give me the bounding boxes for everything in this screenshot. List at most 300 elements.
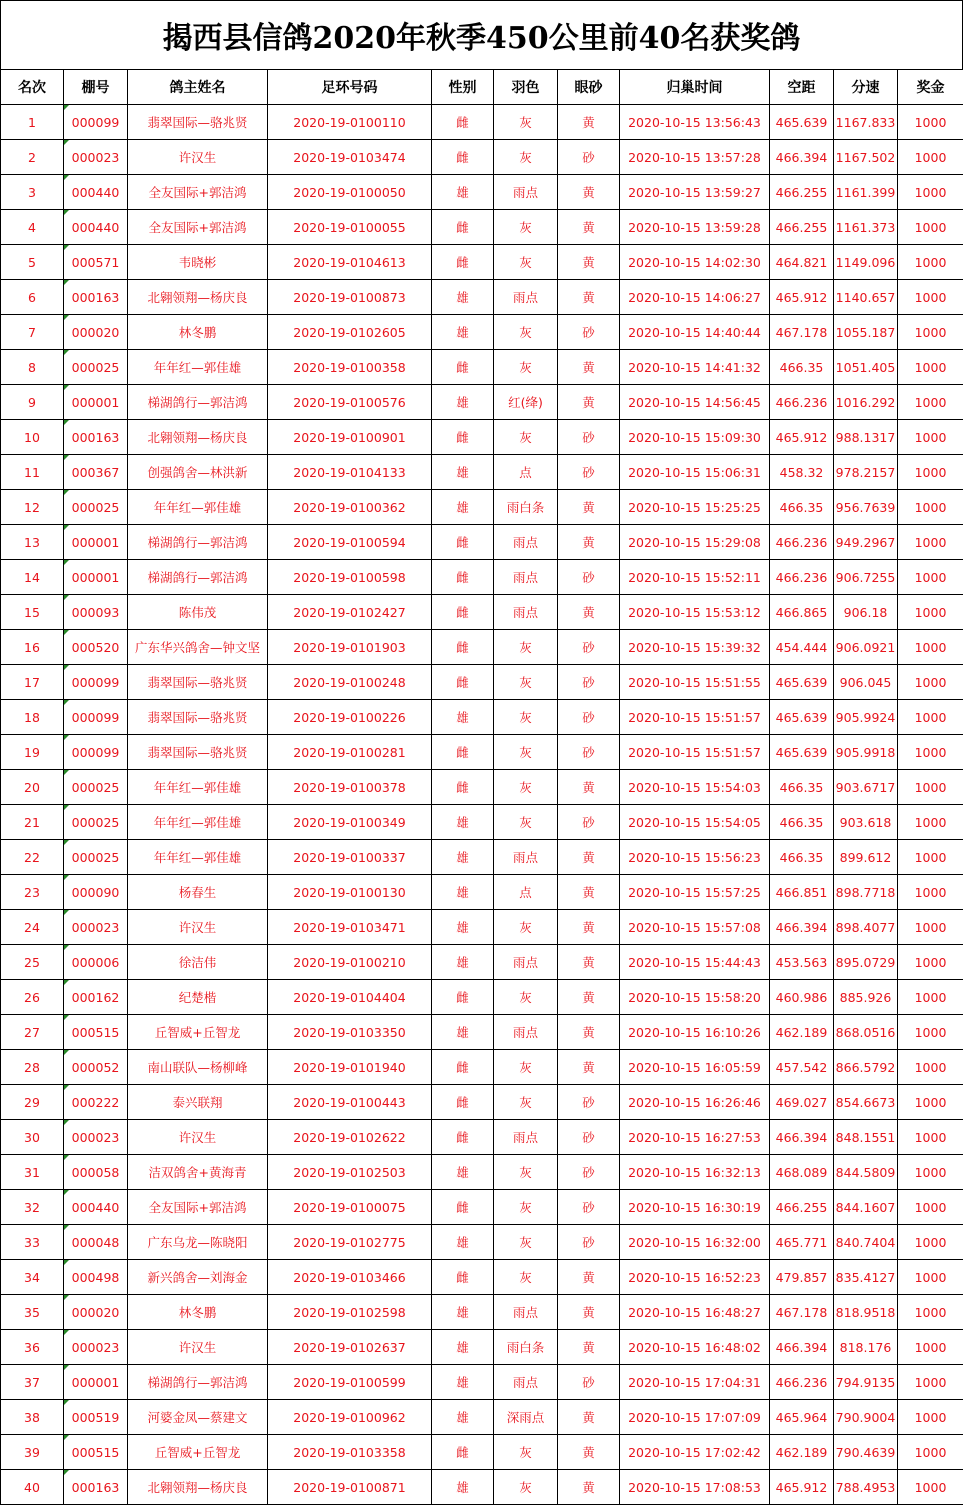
arrival-cell: 2020-10-15 14:41:32: [620, 350, 770, 385]
eye-cell: 砂: [558, 665, 620, 700]
distance-cell: 464.821: [770, 245, 834, 280]
ring-cell: 2020-19-0100226: [268, 700, 432, 735]
sex-cell: 雌: [432, 630, 494, 665]
color-cell: 雨点: [494, 840, 558, 875]
owner-cell: 纪楚楷: [128, 980, 268, 1015]
owner-cell: 许汉生: [128, 910, 268, 945]
loft-cell: 000520: [64, 630, 128, 665]
ring-cell: 2020-19-0100378: [268, 770, 432, 805]
loft-cell: 000163: [64, 1470, 128, 1505]
arrival-cell: 2020-10-15 15:25:25: [620, 490, 770, 525]
arrival-cell: 2020-10-15 16:32:13: [620, 1155, 770, 1190]
distance-cell: 453.563: [770, 945, 834, 980]
color-cell: 灰: [494, 910, 558, 945]
distance-cell: 465.639: [770, 735, 834, 770]
arrival-cell: 2020-10-15 15:52:11: [620, 560, 770, 595]
distance-cell: 465.639: [770, 665, 834, 700]
loft-cell: 000052: [64, 1050, 128, 1085]
sex-cell: 雌: [432, 560, 494, 595]
rank-cell: 10: [1, 420, 64, 455]
prize-cell: 1000: [898, 1190, 963, 1225]
arrival-cell: 2020-10-15 15:56:23: [620, 840, 770, 875]
table-row: [1, 630, 963, 665]
loft-cell: 000023: [64, 140, 128, 175]
col-header-color: 羽色: [494, 70, 558, 105]
loft-cell: 000515: [64, 1015, 128, 1050]
loft-cell: 000163: [64, 420, 128, 455]
distance-cell: 469.027: [770, 1085, 834, 1120]
speed-cell: 956.7639: [834, 490, 898, 525]
rank-cell: 26: [1, 980, 64, 1015]
loft-cell: 000025: [64, 840, 128, 875]
owner-cell: 梯湖鸽行—郭洁鸿: [128, 1365, 268, 1400]
arrival-cell: 2020-10-15 17:02:42: [620, 1435, 770, 1470]
loft-cell: 000571: [64, 245, 128, 280]
speed-cell: 905.9924: [834, 700, 898, 735]
distance-cell: 466.35: [770, 770, 834, 805]
rank-cell: 38: [1, 1400, 64, 1435]
arrival-cell: 2020-10-15 16:27:53: [620, 1120, 770, 1155]
sex-cell: 雌: [432, 1120, 494, 1155]
prize-cell: 1000: [898, 1050, 963, 1085]
arrival-cell: 2020-10-15 16:48:27: [620, 1295, 770, 1330]
color-cell: 红(绛): [494, 385, 558, 420]
color-cell: 灰: [494, 420, 558, 455]
color-cell: 雨白条: [494, 1330, 558, 1365]
owner-cell: 杨春生: [128, 875, 268, 910]
distance-cell: 466.35: [770, 805, 834, 840]
eye-cell: 黄: [558, 350, 620, 385]
header-row: [1, 70, 963, 105]
eye-cell: 黄: [558, 1015, 620, 1050]
prize-cell: 1000: [898, 1470, 963, 1505]
loft-cell: 000020: [64, 1295, 128, 1330]
table-row: [1, 1260, 963, 1295]
distance-cell: 465.912: [770, 420, 834, 455]
sex-cell: 雄: [432, 1365, 494, 1400]
color-cell: 灰: [494, 700, 558, 735]
rank-cell: 27: [1, 1015, 64, 1050]
table-row: [1, 1295, 963, 1330]
table-row: [1, 1365, 963, 1400]
loft-cell: 000025: [64, 490, 128, 525]
loft-cell: 000006: [64, 945, 128, 980]
sex-cell: 雌: [432, 420, 494, 455]
arrival-cell: 2020-10-15 16:05:59: [620, 1050, 770, 1085]
sex-cell: 雌: [432, 1190, 494, 1225]
distance-cell: 465.912: [770, 280, 834, 315]
distance-cell: 468.089: [770, 1155, 834, 1190]
table-row: [1, 735, 963, 770]
rank-cell: 33: [1, 1225, 64, 1260]
sex-cell: 雄: [432, 490, 494, 525]
table-row: [1, 280, 963, 315]
loft-cell: 000222: [64, 1085, 128, 1120]
color-cell: 灰: [494, 210, 558, 245]
speed-cell: 906.7255: [834, 560, 898, 595]
ring-cell: 2020-19-0100248: [268, 665, 432, 700]
prize-cell: 1000: [898, 770, 963, 805]
loft-cell: 000023: [64, 1330, 128, 1365]
rank-cell: 4: [1, 210, 64, 245]
table-row: [1, 980, 963, 1015]
loft-cell: 000025: [64, 805, 128, 840]
col-header-rank: 名次: [1, 70, 64, 105]
color-cell: 雨点: [494, 1120, 558, 1155]
eye-cell: 砂: [558, 1155, 620, 1190]
speed-cell: 1167.502: [834, 140, 898, 175]
color-cell: 灰: [494, 665, 558, 700]
speed-cell: 788.4953: [834, 1470, 898, 1505]
distance-cell: 466.394: [770, 1330, 834, 1365]
loft-cell: 000519: [64, 1400, 128, 1435]
arrival-cell: 2020-10-15 15:53:12: [620, 595, 770, 630]
speed-cell: 794.9135: [834, 1365, 898, 1400]
eye-cell: 黄: [558, 210, 620, 245]
owner-cell: 新兴鸽舍—刘海金: [128, 1260, 268, 1295]
table-row: [1, 1120, 963, 1155]
owner-cell: 许汉生: [128, 1120, 268, 1155]
eye-cell: 黄: [558, 910, 620, 945]
arrival-cell: 2020-10-15 16:30:19: [620, 1190, 770, 1225]
ring-cell: 2020-19-0103474: [268, 140, 432, 175]
color-cell: 灰: [494, 1470, 558, 1505]
eye-cell: 黄: [558, 1400, 620, 1435]
loft-cell: 000020: [64, 315, 128, 350]
table-row: [1, 175, 963, 210]
table-row: [1, 210, 963, 245]
ring-cell: 2020-19-0102637: [268, 1330, 432, 1365]
eye-cell: 黄: [558, 595, 620, 630]
arrival-cell: 2020-10-15 15:39:32: [620, 630, 770, 665]
rank-cell: 18: [1, 700, 64, 735]
prize-cell: 1000: [898, 1085, 963, 1120]
arrival-cell: 2020-10-15 15:57:08: [620, 910, 770, 945]
loft-cell: 000440: [64, 1190, 128, 1225]
color-cell: 灰: [494, 980, 558, 1015]
rank-cell: 12: [1, 490, 64, 525]
owner-cell: 年年红—郭佳雄: [128, 350, 268, 385]
eye-cell: 黄: [558, 1470, 620, 1505]
arrival-cell: 2020-10-15 15:51:57: [620, 735, 770, 770]
prize-cell: 1000: [898, 1330, 963, 1365]
arrival-cell: 2020-10-15 16:52:23: [620, 1260, 770, 1295]
speed-cell: 1016.292: [834, 385, 898, 420]
speed-cell: 1055.187: [834, 315, 898, 350]
distance-cell: 466.255: [770, 210, 834, 245]
ring-cell: 2020-19-0104613: [268, 245, 432, 280]
color-cell: 雨点: [494, 175, 558, 210]
arrival-cell: 2020-10-15 13:56:43: [620, 105, 770, 140]
distance-cell: 466.35: [770, 490, 834, 525]
color-cell: 雨点: [494, 1365, 558, 1400]
rank-cell: 40: [1, 1470, 64, 1505]
rank-cell: 29: [1, 1085, 64, 1120]
distance-cell: 458.32: [770, 455, 834, 490]
owner-cell: 广东华兴鸽舍—钟文坚: [128, 630, 268, 665]
prize-cell: 1000: [898, 280, 963, 315]
prize-cell: 1000: [898, 840, 963, 875]
ring-cell: 2020-19-0104133: [268, 455, 432, 490]
prize-cell: 1000: [898, 1225, 963, 1260]
loft-cell: 000440: [64, 175, 128, 210]
col-header-sex: 性别: [432, 70, 494, 105]
owner-cell: 全友国际+郭洁鸿: [128, 175, 268, 210]
table-row: [1, 1190, 963, 1225]
sex-cell: 雌: [432, 770, 494, 805]
color-cell: 雨点: [494, 280, 558, 315]
arrival-cell: 2020-10-15 15:44:43: [620, 945, 770, 980]
loft-cell: 000515: [64, 1435, 128, 1470]
arrival-cell: 2020-10-15 16:32:00: [620, 1225, 770, 1260]
rank-cell: 35: [1, 1295, 64, 1330]
rank-cell: 34: [1, 1260, 64, 1295]
table-row: [1, 420, 963, 455]
ring-cell: 2020-19-0100598: [268, 560, 432, 595]
loft-cell: 000099: [64, 735, 128, 770]
speed-cell: 895.0729: [834, 945, 898, 980]
ring-cell: 2020-19-0101940: [268, 1050, 432, 1085]
table-row: [1, 490, 963, 525]
ring-cell: 2020-19-0100594: [268, 525, 432, 560]
color-cell: 灰: [494, 1435, 558, 1470]
eye-cell: 黄: [558, 175, 620, 210]
loft-cell: 000025: [64, 350, 128, 385]
prize-cell: 1000: [898, 735, 963, 770]
rank-cell: 3: [1, 175, 64, 210]
owner-cell: 翡翠国际—骆兆贤: [128, 665, 268, 700]
distance-cell: 462.189: [770, 1435, 834, 1470]
sex-cell: 雄: [432, 910, 494, 945]
arrival-cell: 2020-10-15 15:06:31: [620, 455, 770, 490]
prize-cell: 1000: [898, 1295, 963, 1330]
owner-cell: 北翱领翔—杨庆良: [128, 1470, 268, 1505]
speed-cell: 898.7718: [834, 875, 898, 910]
prize-cell: 1000: [898, 665, 963, 700]
page-title: 揭西县信鸽2020年秋季450公里前40名获奖鸽: [0, 0, 963, 70]
eye-cell: 黄: [558, 945, 620, 980]
loft-cell: 000001: [64, 1365, 128, 1400]
speed-cell: 906.045: [834, 665, 898, 700]
eye-cell: 砂: [558, 420, 620, 455]
arrival-cell: 2020-10-15 15:09:30: [620, 420, 770, 455]
owner-cell: 林冬鹏: [128, 1295, 268, 1330]
color-cell: 雨点: [494, 525, 558, 560]
rank-cell: 24: [1, 910, 64, 945]
speed-cell: 949.2967: [834, 525, 898, 560]
table-row: [1, 1435, 963, 1470]
rank-cell: 13: [1, 525, 64, 560]
sex-cell: 雄: [432, 385, 494, 420]
sex-cell: 雄: [432, 1470, 494, 1505]
eye-cell: 砂: [558, 1365, 620, 1400]
arrival-cell: 2020-10-15 16:10:26: [620, 1015, 770, 1050]
speed-cell: 978.2157: [834, 455, 898, 490]
table-row: [1, 770, 963, 805]
speed-cell: 988.1317: [834, 420, 898, 455]
col-header-loft: 棚号: [64, 70, 128, 105]
table-row: [1, 105, 963, 140]
prize-cell: 1000: [898, 1365, 963, 1400]
table-row: [1, 315, 963, 350]
eye-cell: 砂: [558, 560, 620, 595]
distance-cell: 465.912: [770, 1470, 834, 1505]
arrival-cell: 2020-10-15 15:54:03: [620, 770, 770, 805]
distance-cell: 466.35: [770, 350, 834, 385]
ring-cell: 2020-19-0103471: [268, 910, 432, 945]
speed-cell: 790.9004: [834, 1400, 898, 1435]
table-row: [1, 1155, 963, 1190]
color-cell: 灰: [494, 105, 558, 140]
ring-cell: 2020-19-0102622: [268, 1120, 432, 1155]
arrival-cell: 2020-10-15 14:40:44: [620, 315, 770, 350]
owner-cell: 翡翠国际—骆兆贤: [128, 105, 268, 140]
loft-cell: 000093: [64, 595, 128, 630]
loft-cell: 000001: [64, 525, 128, 560]
col-header-ring: 足环号码: [268, 70, 432, 105]
distance-cell: 479.857: [770, 1260, 834, 1295]
owner-cell: 北翱领翔—杨庆良: [128, 420, 268, 455]
rank-cell: 9: [1, 385, 64, 420]
speed-cell: 906.18: [834, 595, 898, 630]
sex-cell: 雄: [432, 1330, 494, 1365]
ring-cell: 2020-19-0100055: [268, 210, 432, 245]
owner-cell: 创强鸽舍—林洪新: [128, 455, 268, 490]
col-header-prize: 奖金: [898, 70, 963, 105]
prize-cell: 1000: [898, 1435, 963, 1470]
sex-cell: 雌: [432, 210, 494, 245]
sex-cell: 雄: [432, 1400, 494, 1435]
table-row: [1, 1400, 963, 1435]
sex-cell: 雌: [432, 980, 494, 1015]
loft-cell: 000058: [64, 1155, 128, 1190]
rank-cell: 5: [1, 245, 64, 280]
arrival-cell: 2020-10-15 15:57:25: [620, 875, 770, 910]
ring-cell: 2020-19-0100358: [268, 350, 432, 385]
col-header-distance: 空距: [770, 70, 834, 105]
sex-cell: 雌: [432, 105, 494, 140]
rank-cell: 32: [1, 1190, 64, 1225]
ring-cell: 2020-19-0103350: [268, 1015, 432, 1050]
prize-cell: 1000: [898, 420, 963, 455]
color-cell: 灰: [494, 770, 558, 805]
eye-cell: 黄: [558, 490, 620, 525]
ring-cell: 2020-19-0102503: [268, 1155, 432, 1190]
col-header-eye: 眼砂: [558, 70, 620, 105]
speed-cell: 818.176: [834, 1330, 898, 1365]
speed-cell: 1161.373: [834, 210, 898, 245]
prize-cell: 1000: [898, 1015, 963, 1050]
color-cell: 灰: [494, 1085, 558, 1120]
owner-cell: 翡翠国际—骆兆贤: [128, 735, 268, 770]
prize-cell: 1000: [898, 805, 963, 840]
sex-cell: 雌: [432, 1050, 494, 1085]
prize-cell: 1000: [898, 210, 963, 245]
sex-cell: 雄: [432, 455, 494, 490]
owner-cell: 年年红—郭佳雄: [128, 490, 268, 525]
sex-cell: 雌: [432, 140, 494, 175]
sex-cell: 雄: [432, 175, 494, 210]
eye-cell: 砂: [558, 1085, 620, 1120]
owner-cell: 梯湖鸽行—郭洁鸿: [128, 385, 268, 420]
color-cell: 灰: [494, 245, 558, 280]
color-cell: 雨白条: [494, 490, 558, 525]
prize-cell: 1000: [898, 910, 963, 945]
table-row: [1, 140, 963, 175]
speed-cell: 1140.657: [834, 280, 898, 315]
color-cell: 灰: [494, 805, 558, 840]
arrival-cell: 2020-10-15 14:56:45: [620, 385, 770, 420]
color-cell: 雨点: [494, 1295, 558, 1330]
ring-cell: 2020-19-0100110: [268, 105, 432, 140]
loft-cell: 000162: [64, 980, 128, 1015]
rank-cell: 25: [1, 945, 64, 980]
owner-cell: 陈伟茂: [128, 595, 268, 630]
table-row: [1, 1050, 963, 1085]
ring-cell: 2020-19-0100349: [268, 805, 432, 840]
owner-cell: 洁双鸽舍+黄海青: [128, 1155, 268, 1190]
prize-cell: 1000: [898, 1400, 963, 1435]
rank-cell: 20: [1, 770, 64, 805]
rank-cell: 11: [1, 455, 64, 490]
ring-cell: 2020-19-0100873: [268, 280, 432, 315]
table-row: [1, 385, 963, 420]
loft-cell: 000367: [64, 455, 128, 490]
eye-cell: 黄: [558, 1435, 620, 1470]
table-row: [1, 945, 963, 980]
owner-cell: 南山联队—杨柳峰: [128, 1050, 268, 1085]
ring-cell: 2020-19-0100443: [268, 1085, 432, 1120]
rank-cell: 6: [1, 280, 64, 315]
sex-cell: 雌: [432, 735, 494, 770]
rank-cell: 7: [1, 315, 64, 350]
ring-cell: 2020-19-0103358: [268, 1435, 432, 1470]
color-cell: 灰: [494, 630, 558, 665]
sex-cell: 雌: [432, 595, 494, 630]
eye-cell: 黄: [558, 875, 620, 910]
arrival-cell: 2020-10-15 15:51:57: [620, 700, 770, 735]
ring-cell: 2020-19-0100337: [268, 840, 432, 875]
owner-cell: 徐洁伟: [128, 945, 268, 980]
speed-cell: 1167.833: [834, 105, 898, 140]
loft-cell: 000099: [64, 700, 128, 735]
color-cell: 雨点: [494, 945, 558, 980]
ring-cell: 2020-19-0102427: [268, 595, 432, 630]
ring-cell: 2020-19-0100281: [268, 735, 432, 770]
owner-cell: 全友国际+郭洁鸿: [128, 210, 268, 245]
sex-cell: 雄: [432, 700, 494, 735]
prize-cell: 1000: [898, 490, 963, 525]
loft-cell: 000163: [64, 280, 128, 315]
sex-cell: 雄: [432, 1015, 494, 1050]
arrival-cell: 2020-10-15 13:57:28: [620, 140, 770, 175]
rank-cell: 21: [1, 805, 64, 840]
distance-cell: 465.771: [770, 1225, 834, 1260]
rank-cell: 1: [1, 105, 64, 140]
color-cell: 雨点: [494, 560, 558, 595]
ring-cell: 2020-19-0100901: [268, 420, 432, 455]
ring-cell: 2020-19-0104404: [268, 980, 432, 1015]
table-row: [1, 805, 963, 840]
eye-cell: 黄: [558, 840, 620, 875]
speed-cell: 840.7404: [834, 1225, 898, 1260]
loft-cell: 000001: [64, 385, 128, 420]
eye-cell: 黄: [558, 1260, 620, 1295]
sex-cell: 雌: [432, 525, 494, 560]
arrival-cell: 2020-10-15 14:06:27: [620, 280, 770, 315]
color-cell: 深雨点: [494, 1400, 558, 1435]
speed-cell: 835.4127: [834, 1260, 898, 1295]
